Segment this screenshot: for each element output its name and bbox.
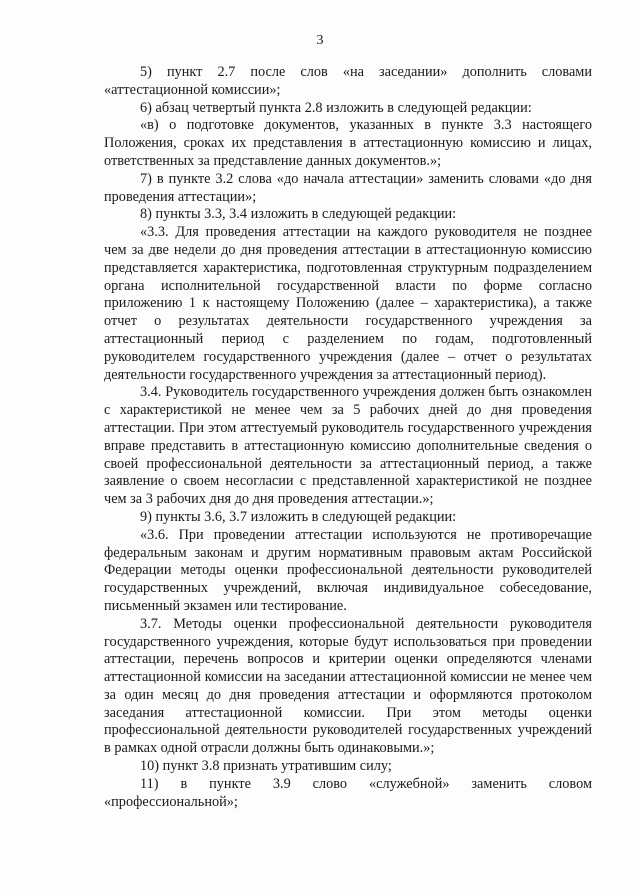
- paragraph-clause-3-7: 3.7. Методы оценки профессиональной деятельности руководителя государственного учреждения, которые будут использоваться при проведении аттестации, перечень вопросов и критерии оценки определяются членами аттестационной комиссии на заседании аттестационной комиссии не менее чем за один месяц до дня проведения аттестации и оформляются протоколом заседания аттестационной комиссии. При этом методы оценки профессиональной деятельности руководителей государственных учреждений в рамках одной отрасли должны быть одинаковыми.»;: [104, 615, 592, 757]
- paragraph-item-6: 6) абзац четвертый пункта 2.8 изложить в следующей редакции:: [140, 99, 532, 116]
- paragraph-item-10: 10) пункт 3.8 признать утратившим силу;: [140, 758, 392, 775]
- document-body: [104, 64, 592, 811]
- page-number: 3: [316, 33, 324, 48]
- paragraph-item-7: 7) в пункте 3.2 слова «до начала аттестации» заменить словами «до дня проведения аттестации»;: [104, 170, 592, 205]
- paragraph-item-11: 11) в пункте 3.9 слово «служебной» заменить словом «профессиональной»;: [104, 775, 592, 810]
- paragraph-clause-3-4: 3.4. Руководитель государственного учреждения должен быть ознакомлен с характеристикой не менее чем за 5 рабочих дней до дня проведения аттестации. При этом аттестуемый руководитель государственного учреждения вправе представить в аттестационную комиссию дополнительные сведения о своей профессиональной деятельности за аттестационный период, а также заявление о своем несогласии с представленной характеристикой не позднее чем за 3 рабочих дня до дня проведения аттестации.»;: [104, 384, 592, 508]
- paragraph-quote-v: «в) о подготовке документов, указанных в пункте 3.3 настоящего Положения, сроках их представления в аттестационную комиссию и лицах, ответственных за представление данных документов.»;: [104, 117, 592, 169]
- paragraph-clause-3-3: «3.3. Для проведения аттестации на каждого руководителя не позднее чем за две недели до дня проведения аттестации в аттестационную комиссию представляется характеристика, подготовленная структурным подразделением органа исполнительной государственной власти по форме согласно приложению 1 к настоящему Положению (далее – характеристика), а также отчет о результатах деятельности государственного учреждения за аттестационный период с разделением по годам, подготовленный руководителем государственного учреждения (далее – отчет о результатах деятельности государственного учреждения за аттестационный период).: [104, 224, 592, 383]
- paragraph-item-8: 8) пункты 3.3, 3.4 изложить в следующей редакции:: [140, 206, 457, 223]
- paragraph-clause-3-6: «3.6. При проведении аттестации используются не противоречащие федеральным законам и другим нормативным правовым актам Российской Федерации методы оценки профессиональной деятельности руководителей государственных учреждений, включая индивидуальное собеседование, письменный экзамен или тестирование.: [104, 526, 592, 614]
- paragraph-item-9: 9) пункты 3.6, 3.7 изложить в следующей редакции:: [140, 508, 457, 525]
- paragraph-item-5: 5) пункт 2.7 после слов «на заседании» дополнить словами «аттестационной комиссии»;: [104, 64, 592, 98]
